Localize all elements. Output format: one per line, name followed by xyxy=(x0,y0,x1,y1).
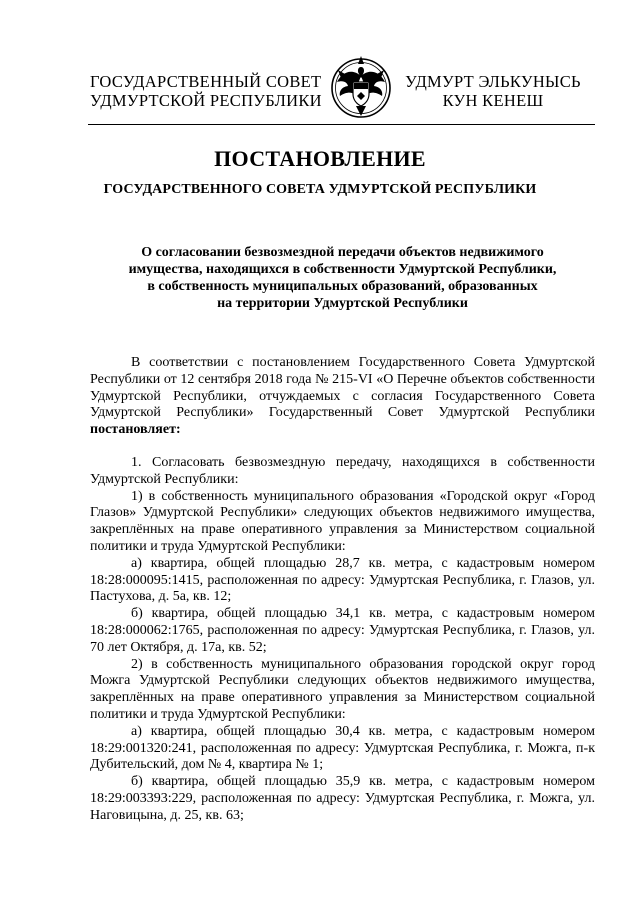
topic-line: в собственность муниципальных образований, образованных xyxy=(147,279,538,294)
header-divider xyxy=(88,124,595,125)
topic-line: имущества, находящихся в собственности Удмуртской Республики, xyxy=(128,262,557,277)
issuer-name-russian xyxy=(90,72,322,110)
clause-1-2-b: б) квартира, общей площадью 35,9 кв. метра, с кадастровым номером 18:29:003393:229, расположенная по адресу: Удмуртская Республика, г. Можга, ул. Наговицына, д. 25, кв. 63; xyxy=(90,774,595,823)
preamble-paragraph xyxy=(90,355,595,439)
document-title: ПОСТАНОВЛЕНИЕ xyxy=(214,146,426,171)
document-header xyxy=(60,54,600,120)
udmurt-coat-of-arms-icon xyxy=(328,54,394,120)
clause-1-2: 2) в собственность муниципального образования городской округ город Можга Удмуртской Республики следующих объектов недвижимого имущества, закреплённых на праве оперативного управления за Министерством социальной политики и труда Удмуртской Республики: xyxy=(90,656,595,722)
topic-line: О согласовании безвозмездной передачи объектов недвижимого xyxy=(141,245,544,260)
issuer-line: УДМУРТ ЭЛЬКУНЫСЬ xyxy=(405,72,581,91)
preamble-colon: : xyxy=(175,422,181,438)
topic-line: на территории Удмуртской Республики xyxy=(217,296,468,311)
resolves-word: постановляет xyxy=(90,422,176,438)
clause-1: 1. Согласовать безвозмездную передачу, находящихся в собственности Удмуртской Республики: xyxy=(90,454,595,487)
issuer-line: УДМУРТСКОЙ РЕСПУБЛИКИ xyxy=(90,91,322,110)
clause-1-1-b: б) квартира, общей площадью 34,1 кв. метра, с кадастровым номером 18:28:000062:1765, расположенная по адресу: Удмуртская Республика, г. Глазов, ул. 70 лет Октября, д. 17а, кв. 52; xyxy=(90,606,595,655)
clause-1-1: 1) в собственность муниципального образования «Городской округ «Город Глазов» Удмуртской Республики» следующих объектов недвижимого имущества, закреплённых на праве оперативного управления за Министерством социальной политики и труда Удмуртской Республики: xyxy=(90,488,595,554)
resolution-topic xyxy=(90,244,595,312)
document-subtitle: ГОСУДАРСТВЕННОГО СОВЕТА УДМУРТСКОЙ РЕСПУБЛИКИ xyxy=(103,182,537,197)
issuer-name-udmurt xyxy=(388,72,598,110)
clause-1-2-a: а) квартира, общей площадью 30,4 кв. метра, с кадастровым номером 18:29:001320:241, расположенная по адресу: Удмуртская Республика, г. Можга, п-к Дубительский, дом № 4, квартира № 1; xyxy=(90,723,595,773)
issuer-line: ГОСУДАРСТВЕННЫЙ СОВЕТ xyxy=(90,72,322,91)
issuer-line: КУН КЕНЕШ xyxy=(442,91,544,110)
preamble-text: В соответствии с постановлением Государственного Совета Удмуртской Республики от 12 сентября 2018 года № 215-VI «О Перечне объектов собственности Удмуртской Республики, отчуждаемых с согласия Государственного Совета Удмуртской Республики» Государственный Совет Удмуртской Республики xyxy=(90,355,595,421)
clause-1-1-a: а) квартира, общей площадью 28,7 кв. метра, с кадастровым номером 18:28:000095:1415, расположенная по адресу: Удмуртская Республика, г. Глазов, ул. Пастухова, д. 5а, кв. 12; xyxy=(90,555,595,605)
document-body xyxy=(90,355,595,825)
